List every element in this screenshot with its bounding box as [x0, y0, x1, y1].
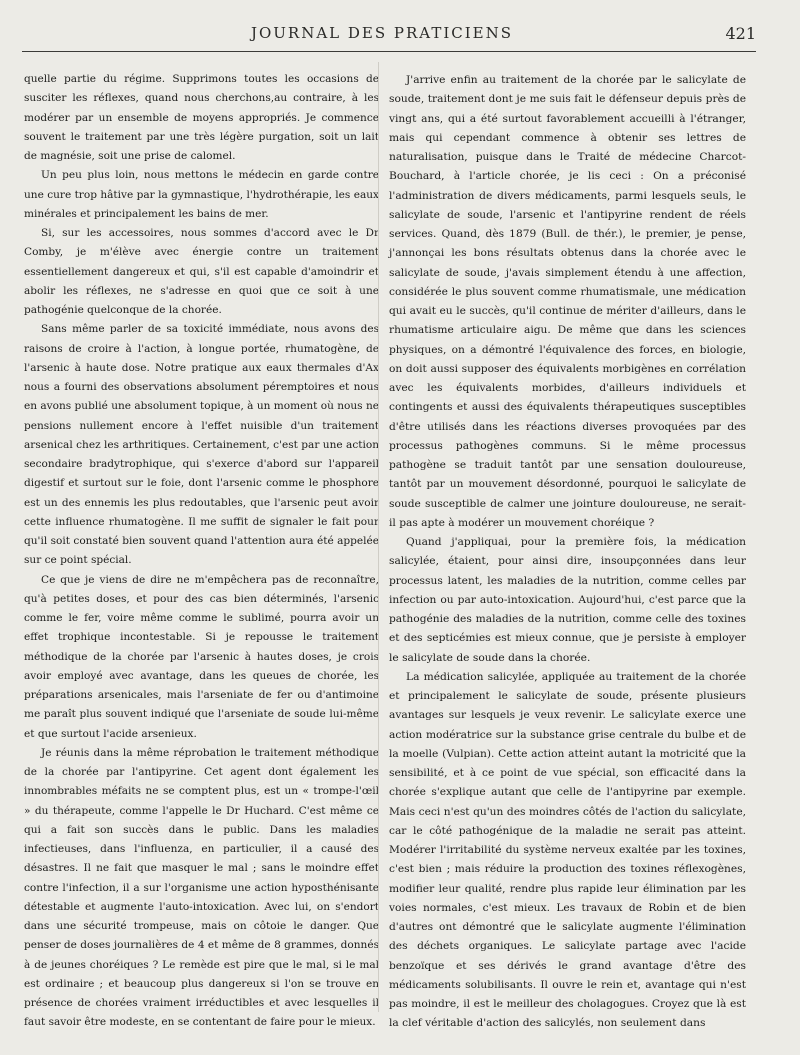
paragraph: Ce que je viens de dire ne m'empêchera pas de reconnaître, qu'à petites doses, et pour des cas bien déterminés, l'arsenic comme le fer, voire même comme le sublimé, pourra avoir un effet trophique incontestable. Si je repousse le traitement méthodique de la chorée par l'arsenic à hautes doses, je crois avoir employé avec avantage, dans les queues de chorée, les préparations arsenicales, mais l'arseniate de fer ou d'antimoine me paraît plus souvent indiqué que l'arseniate de soude lui-même et que surtout l'acide arsenieux. — [24, 573, 379, 740]
left-column — [24, 70, 379, 1033]
header-rule — [22, 51, 756, 52]
page-number: 421 — [725, 24, 756, 43]
right-column — [389, 70, 746, 1033]
paragraph: Quand j'appliquai, pour la première fois, la médication salicylée, étaient, pour ainsi dire, insoupçonnées dans leur processus latent, les maladies de la nutrition, comme celles par infection ou par auto-intoxication. Aujourd'hui, c'est parce que la pathogénie des maladies de la nutrition, comme celle des toxines et des septicémies est mieux connue, que je persiste à employer le salicylate de soude dans la chorée. — [389, 535, 746, 664]
paragraph: La médication salicylée, appliquée au traitement de la chorée et principalement le salicylate de soude, présente plusieurs avantages sur lesquels je veux revenir. Le salicylate exerce une action modératrice sur la substance grise centrale du bulbe et de la moelle (Vulpian). Cette action atteint autant la motricité que la sensibilité, et à ce point de vue spécial, son efficacité dans la chorée s'explique autant que celle de l'antipyrine par exemple. Mais ceci n'est qu'un des moindres côtés de l'action du salicylate, car le côté pathogénique de la maladie ne serait pas atteint. Modérer l'irritabilité du système nerveux exaltée par les toxines, c'est bien ; mais réduire la production des toxines réflexogènes, modifier leur qualité, rendre plus rapide leur élimination par les voies normales, c'est mieux. Les travaux de Robin et de bien d'autres ont démontré que le salicylate augmente l'élimination des déchets organiques. Le salicylate partage avec l'acide benzoïque et ses dérivés le grand avantage d'être des médicaments solubilisants. Il ouvre le rein et, avantage qui n'est pas moindre, il est le meilleur des cholagogues. Croyez que là est la clef véritable d'action des salicylés, non seulement dans — [389, 669, 746, 1030]
paragraph: Un peu plus loin, nous mettons le médecin en garde contre une cure trop hâtive par la gymnastique, l'hydrothérapie, les eaux minérales et principalement les bains de mer. — [24, 169, 379, 220]
paragraph: J'arrive enfin au traitement de la chorée par le salicylate de soude, traitement dont je me suis fait le défenseur depuis près de vingt ans, qui a été surtout favorablement accueilli à l'étranger, mais qui cependant commence à obtenir ses lettres de naturalisation, puisque dans le Traité de médecine Charcot-Bouchard, à l'article chorée, je lis ceci : On a préconisé l'administration de divers médicaments, parmi lesquels seuls, le salicylate de soude, l'arsenic et l'antipyrine rendent de réels services. Quand, dès 1879 (Bull. de thér.), le premier, je pense, j'annonçai les bons résultats obtenus dans la chorée avec le salicylate de soude, j'avais simplement étendu à une affection, considérée le plus souvent comme rhumatismale, une médication qui avait eu le succès, qu'il continue de mériter d'ailleurs, dans le rhumatisme articulaire aigu. De même que dans les sciences physiques, on a démontré l'équivalence des forces, en biologie, on doit aussi supposer des équivalents morbigènes en corrélation avec les équivalents morbides, d'ailleurs individuels et contingents et aussi des équivalents thérapeutiques susceptibles d'être utilisés dans les réactions diverses provoquées par des processus pathogènes communs. Si le même processus pathogène se traduit tantôt par une sensation douloureuse, tantôt par un mouvement désordonné, pourquoi le salicylate de soude susceptible de calmer une jointure douloureuse, ne serait-il pas apte à modérer un mouvement choréique ? — [389, 73, 746, 529]
paragraph: Sans même parler de sa toxicité immédiate, nous avons des raisons de croire à l'action, à longue portée, rhumatogène, de l'arsenic à haute dose. Notre pratique aux eaux thermales d'Ax nous a fourni des observations absolument péremptoires et nous en avons publié une absolument topique, à un moment où nous ne pensions nullement encore à l'effet nuisible d'un traitement arsenical chez les arthritiques. Certainement, c'est par une action secondaire bradytrophique, qui s'exerce d'abord sur l'appareil digestif et surtout sur le foie, dont l'arsenic comme le phosphore est un des ennemis les plus redoutables, que l'arsenic peut avoir cette influence rhumatogène. Il me suffit de signaler le fait pour qu'il soit constaté bien souvent quand l'attention aura été appelée sur ce point spécial. — [24, 323, 379, 567]
paragraph: quelle partie du régime. Supprimons toutes les occasions de susciter les réflexes, quand nous cherchons,au contraire, à les modérer par un ensemble de moyens appropriés. Je commence souvent le traitement par une très légère purgation, soit un lait de magnésie, soit une prise de calomel. — [24, 73, 379, 162]
running-title: JOURNAL DES PRATICIENS — [250, 24, 514, 42]
paragraph: Si, sur les accessoires, nous sommes d'accord avec le Dr Comby, je m'élève avec énergie contre un traitement essentiellement dangereux et qui, s'il est capable d'amoindrir et abolir les réflexes, ne s'adresse en quoi que ce soit à une pathogénie quelconque de la chorée. — [24, 227, 379, 316]
page-header — [22, 24, 756, 46]
column-divider — [378, 62, 379, 1012]
paragraph: Je réunis dans la même réprobation le traitement méthodique de la chorée par l'antipyrine. Cet agent dont également les innombrables méfaits ne se comptent plus, est un « trompe-l'œil » du thérapeute, comme l'appelle le Dr Huchard. C'est même ce qui a fait son succès dans le public. Dans les maladies infectieuses, dans l'influenza, en particulier, il a causé des désastres. Il ne fait que masquer le mal ; sans le moindre effet contre l'infection, il a sur l'organisme une action hyposthénisante détestable et augmente l'auto-intoxication. Avec lui, on s'endort dans une sécurité trompeuse, mais on côtoie le danger. Que penser de doses journalières de 4 et même de 8 grammes, donnés à de jeunes choréiques ? Le remède est pire que le mal, si le mal est ordinaire ; et beaucoup plus dangereux si l'on se trouve en présence de chorées vraiment irréductibles et avec lesquelles il faut savoir être modeste, en se contentant de faire pour le mieux. — [24, 746, 379, 1029]
